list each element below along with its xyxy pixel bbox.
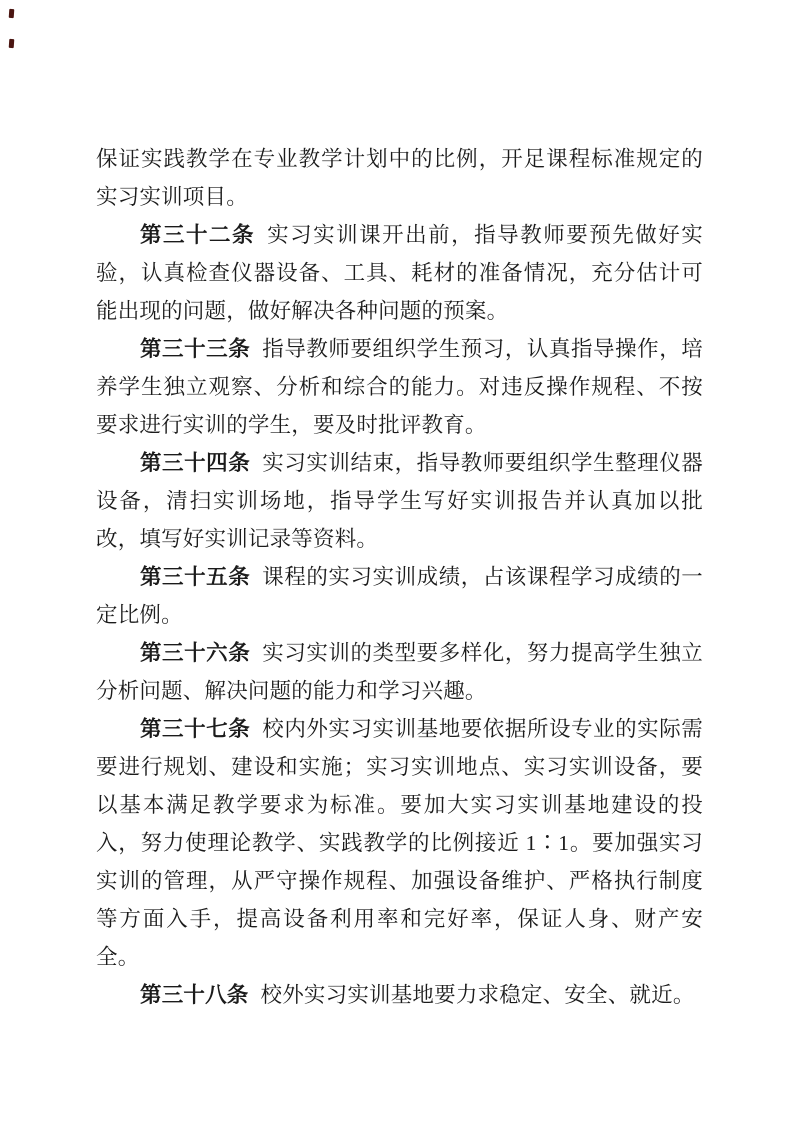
article-body-text: 校内外实习实训基地要依据所设专业的实际需要进行规划、建设和实施；实习实训地点、实习实训设备，要以基本满足教学要求为标准。要加大实习实训基地建设的投入，努力使理论教学、实践教学的比例接近 1∶1。要加强实习实训的管理，从严守操作规程、加强设备维护、严格执行制度等方面入手，提高设备利用率和完好率，保证人身、财产安全。 xyxy=(96,717,703,969)
article-paragraph xyxy=(96,558,703,634)
scan-artifact-mark xyxy=(9,9,15,18)
article-body-text: 实习实训课开出前，指导教师要预先做好实验，认真检查仪器设备、工具、耗材的准备情况，充分估计可能出现的问题，做好解决各种问题的预案。 xyxy=(96,223,703,323)
article-number: 第三十七条 xyxy=(140,717,251,741)
article-number: 第三十八条 xyxy=(140,983,249,1007)
article-paragraph xyxy=(96,444,703,558)
article-body-text: 课程的实习实训成绩，占该课程学习成绩的一定比例。 xyxy=(96,565,703,627)
text-block xyxy=(96,140,703,1014)
article-body-text: 保证实践教学在专业教学计划中的比例，开足课程标准规定的实习实训项目。 xyxy=(96,147,703,209)
article-body-text: 实习实训结束，指导教师要组织学生整理仪器设备，清扫实训场地，指导学生写好实训报告并认真加以批改，填写好实训记录等资料。 xyxy=(96,451,703,551)
article-number: 第三十三条 xyxy=(140,337,251,361)
article-paragraph xyxy=(96,976,703,1014)
article-number: 第三十六条 xyxy=(140,641,251,665)
article-body-text: 实习实训的类型要多样化，努力提高学生独立分析问题、解决问题的能力和学习兴趣。 xyxy=(96,641,703,703)
article-paragraph xyxy=(96,216,703,330)
article-paragraph xyxy=(96,634,703,710)
article-paragraph xyxy=(96,710,703,976)
scan-artifact-mark xyxy=(9,39,15,48)
article-number: 第三十二条 xyxy=(140,223,256,247)
article-paragraph xyxy=(96,140,703,216)
article-body-text: 校外实习实训基地要力求稳定、安全、就近。 xyxy=(260,983,695,1007)
article-body-text: 指导教师要组织学生预习，认真指导操作，培养学生独立观察、分析和综合的能力。对违反操作规程、不按要求进行实训的学生，要及时批评教育。 xyxy=(96,337,703,437)
article-paragraph xyxy=(96,330,703,444)
article-number: 第三十四条 xyxy=(140,451,251,475)
article-number: 第三十五条 xyxy=(140,565,251,589)
